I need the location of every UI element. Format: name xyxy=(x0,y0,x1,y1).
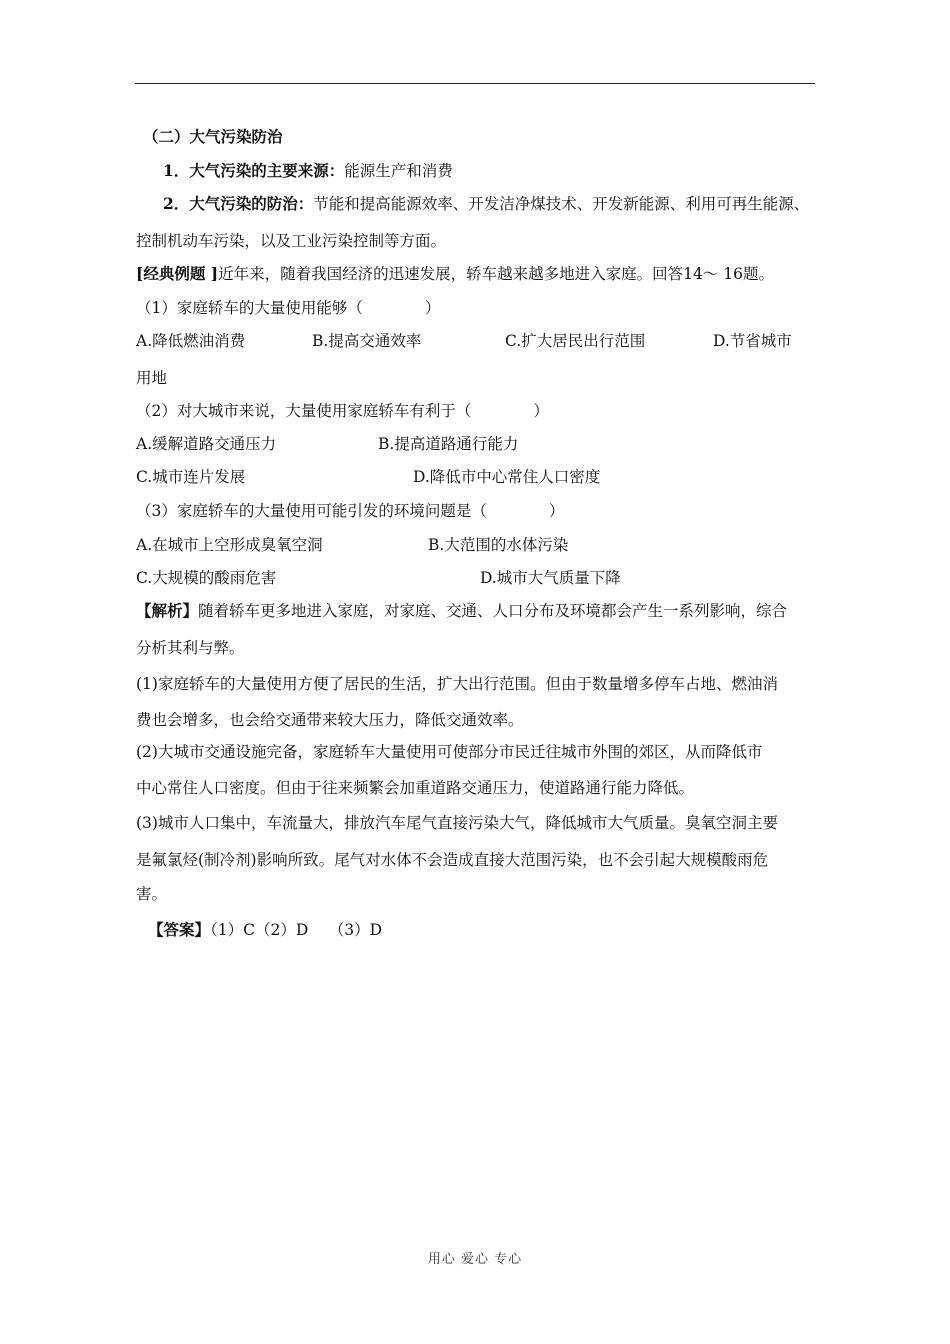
q1-option-c: C.扩大居民出行范围 xyxy=(505,332,646,350)
q3-option-a: A.在城市上空形成臭氧空洞 xyxy=(136,536,323,554)
analysis-intro-cont: 分析其利与弊。 xyxy=(136,639,245,657)
q2-option-a: A.缓解道路交通压力 xyxy=(136,435,277,453)
item-2-text: 节能和提高能源效率、开发洁净煤技术、开发新能源、利用可再生能源、 xyxy=(313,195,810,213)
q2-option-d: D.降低市中心常住人口密度 xyxy=(413,468,601,486)
q2-option-b: B.提高道路通行能力 xyxy=(378,435,519,453)
answer-label: 【答案】 xyxy=(148,920,211,939)
example-label: [经典例题 ] xyxy=(136,264,219,283)
analysis-intro-text: 随着轿车更多地进入家庭，对家庭、交通、人口分布及环境都会产生一系列影响，综合 xyxy=(198,602,788,620)
q1-stem: （1）家庭轿车的大量使用能够（ ） xyxy=(136,299,441,317)
analysis-intro xyxy=(136,601,787,621)
item-2-cont: 控制机动车污染，以及工业污染控制等方面。 xyxy=(136,232,447,250)
q1-option-b: B.提高交通效率 xyxy=(312,332,422,350)
q1-option-a: A.降低燃油消费 xyxy=(136,332,246,350)
q1-option-d: D.节省城市 xyxy=(713,332,792,350)
item-2-label: 2．大气污染的防治： xyxy=(163,194,314,213)
q3-option-d: D.城市大气质量下降 xyxy=(480,569,621,587)
analysis-p2-line2: 中心常住人口密度。但由于往来频繁会加重道路交通压力，使道路通行能力降低。 xyxy=(136,779,695,797)
answer-text: （1）C（2）D （3）D xyxy=(210,921,382,939)
q1-option-d-cont: 用地 xyxy=(136,369,168,387)
section-title: （二）大气污染防治 xyxy=(143,127,283,146)
q3-stem: （3）家庭轿车的大量使用可能引发的环境问题是（ ） xyxy=(136,502,565,520)
analysis-p3-line3: 害。 xyxy=(136,885,168,903)
analysis-p1-line2: 费也会增多，也会给交通带来较大压力，降低交通效率。 xyxy=(136,711,524,729)
item-2 xyxy=(163,194,809,214)
q3-option-c: C.大规模的酸雨危害 xyxy=(136,569,277,587)
q3-option-b: B.大范围的水体污染 xyxy=(428,536,569,554)
item-1-label: 1．大气污染的主要来源： xyxy=(163,161,345,180)
analysis-label: 【解析】 xyxy=(136,601,199,620)
analysis-p3-line1: (3)城市人口集中，车流量大，排放汽车尾气直接污染大气，降低城市大气质量。臭氧空洞主要 xyxy=(136,814,778,832)
analysis-p1-line1: (1)家庭轿车的大量使用方便了居民的生活，扩大出行范围。但由于数量增多停车占地、燃油消 xyxy=(136,675,778,693)
page-footer: 用心 爱心 专心 xyxy=(427,1252,523,1267)
header-rule xyxy=(135,83,815,84)
q2-option-c: C.城市连片发展 xyxy=(136,468,246,486)
item-1 xyxy=(163,161,453,181)
example-intro xyxy=(136,264,774,284)
q2-stem: （2）对大城市来说，大量使用家庭轿车有利于（ ） xyxy=(136,402,549,420)
example-text: 近年来，随着我国经济的迅速发展，轿车越来越多地进入家庭。回答14～ 16题。 xyxy=(218,265,774,283)
analysis-p3-line2: 是氟氯烃(制冷剂)影响所致。尾气对水体不会造成直接大范围污染，也不会引起大规模酸雨危 xyxy=(136,851,769,869)
analysis-p2-line1: (2)大城市交通设施完备，家庭轿车大量使用可使部分市民迁往城市外围的郊区，从而降低市 xyxy=(136,743,763,761)
item-1-text: 能源生产和消费 xyxy=(344,162,453,180)
answer xyxy=(148,920,382,940)
